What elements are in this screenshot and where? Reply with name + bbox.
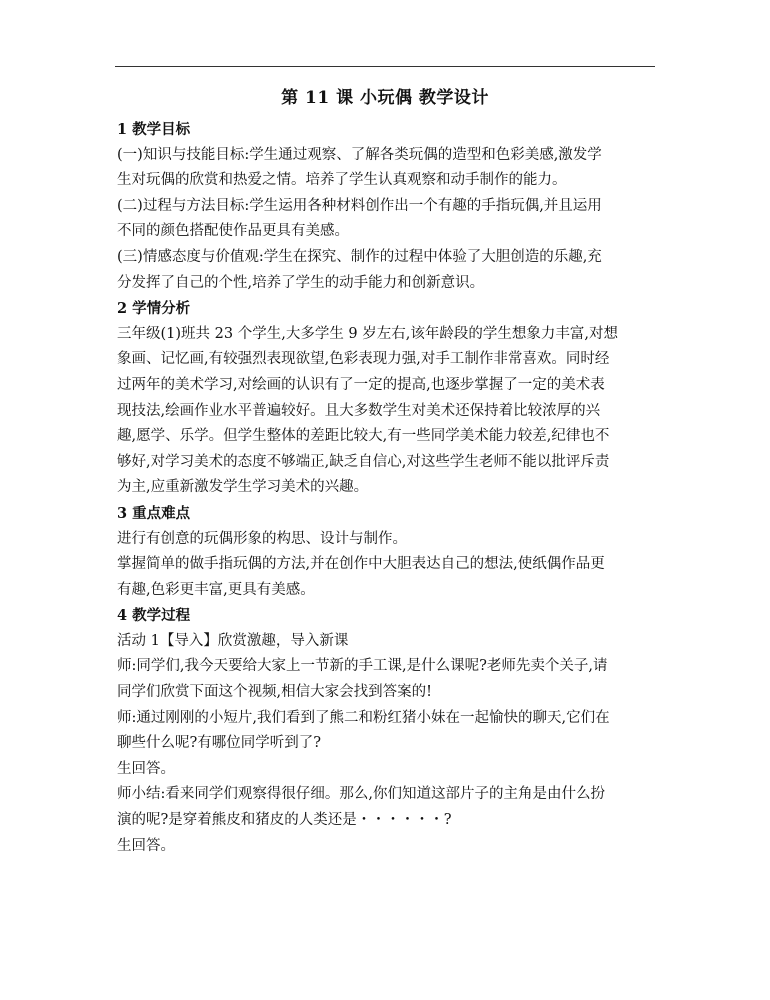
paragraph-line: 生回答。 <box>117 760 175 777</box>
header-rule <box>115 66 655 67</box>
paragraph-line: 进行有创意的玩偶形象的构思、设计与制作。 <box>117 530 407 547</box>
paragraph-line: 掌握简单的做手指玩偶的方法,并在创作中大胆表达自己的想法,使纸偶作品更 <box>117 556 605 573</box>
section-heading: 3 重点难点 <box>117 504 191 522</box>
paragraph-line: 师:同学们,我今天要给大家上一节新的手工课,是什么课呢?老师先卖个关子,请 <box>117 658 608 675</box>
paragraph-line: 过两年的美术学习,对绘画的认识有了一定的提高,也逐步掌握了一定的美术表 <box>117 376 605 393</box>
paragraph-line: 不同的颜色搭配使作品更具有美感。 <box>117 223 349 240</box>
paragraph-line: 三年级(1)班共 23 个学生,大多学生 9 岁左右,该年龄段的学生想象力丰富,对想 <box>117 325 618 342</box>
paragraph-line: 师:通过刚刚的小短片,我们看到了熊二和粉红猪小妹在一起愉快的聊天,它们在 <box>117 709 610 726</box>
paragraph-line: 有趣,色彩更丰富,更具有美感。 <box>117 581 315 598</box>
section-heading: 1 教学目标 <box>117 121 191 138</box>
paragraph-line: 象画、记忆画,有较强烈表现欲望,色彩表现力强,对手工制作非常喜欢。同时经 <box>117 351 610 368</box>
paragraph-line: 现技法,绘画作业水平普遍较好。且大多数学生对美术还保持着比较浓厚的兴 <box>117 402 601 419</box>
document-body <box>117 117 662 859</box>
paragraph-line: 聊些什么呢?有哪位同学听到了? <box>117 735 322 752</box>
paragraph-line: (一)知识与技能目标:学生通过观察、了解各类玩偶的造型和色彩美感,激发学 <box>117 146 602 163</box>
paragraph-line: 活动 1【导入】欣赏激趣，导入新课 <box>117 632 349 649</box>
paragraph-line: (二)过程与方法目标:学生运用各种材料创作出一个有趣的手指玩偶,并且运用 <box>117 197 602 214</box>
paragraph-line: 同学们欣赏下面这个视频,相信大家会找到答案的! <box>117 684 432 701</box>
paragraph-line: 演的呢?是穿着熊皮和猪皮的人类还是・・・・・・? <box>117 812 452 829</box>
paragraph-line: 生对玩偶的欣赏和热爱之情。培养了学生认真观察和动手制作的能力。 <box>117 172 567 189</box>
section-heading: 4 教学过程 <box>117 607 191 625</box>
paragraph-line: 生回答。 <box>117 837 175 854</box>
document-title: 第 11 课 小玩偶 教学设计 <box>281 88 489 108</box>
paragraph-line: 分发挥了自己的个性,培养了学生的动手能力和创新意识。 <box>117 274 485 291</box>
paragraph-line: 师小结:看来同学们观察得很仔细。那么,你们知道这部片子的主角是由什么扮 <box>117 786 605 803</box>
paragraph-line: (三)情感态度与价值观:学生在探究、制作的过程中体验了大胆创造的乐趣,充 <box>117 248 602 265</box>
paragraph-line: 趣,愿学、乐学。但学生整体的差距比较大,有一些同学美术能力较差,纪律也不 <box>117 428 610 445</box>
paragraph-line: 够好,对学习美术的态度不够端正,缺乏自信心,对这些学生老师不能以批评斥责 <box>117 453 610 470</box>
paragraph-line: 为主,应重新激发学生学习美术的兴趣。 <box>117 479 369 496</box>
section-heading: 2 学情分析 <box>117 300 191 318</box>
